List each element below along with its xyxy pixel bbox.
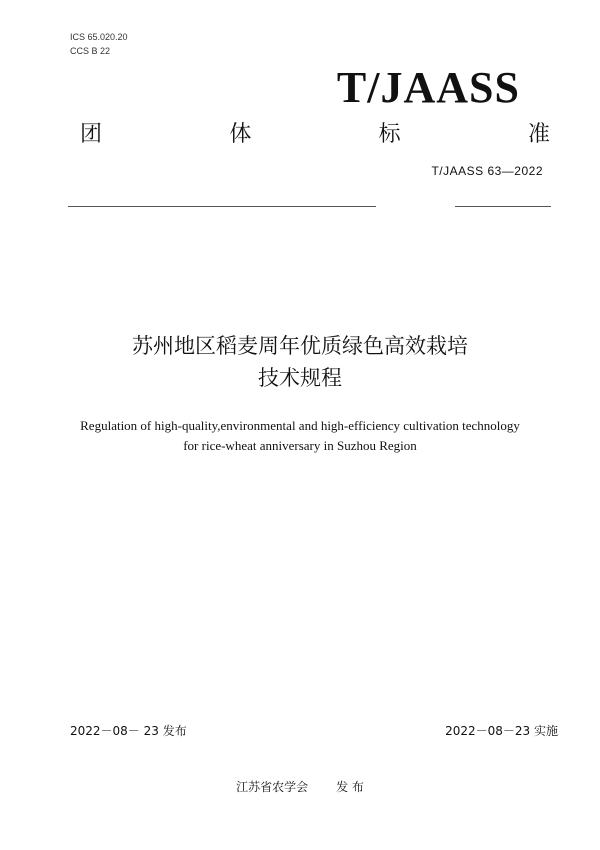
standard-type-char: 准 bbox=[527, 122, 550, 147]
header-divider-left bbox=[68, 206, 376, 207]
publish-date: 2022－08－ 23 发布 bbox=[70, 724, 187, 738]
standard-number: T/JAASS 63—2022 bbox=[431, 164, 543, 178]
publisher-action: 发 布 bbox=[336, 780, 364, 794]
title-chinese bbox=[0, 330, 600, 394]
publisher-name: 江苏省农学会 bbox=[236, 780, 309, 794]
publisher bbox=[0, 778, 600, 795]
ics-code: ICS 65.020.20 bbox=[70, 32, 128, 42]
classification-codes bbox=[70, 30, 128, 58]
ccs-code: CCS B 22 bbox=[70, 46, 111, 56]
standard-type-char: 体 bbox=[229, 122, 252, 147]
implement-date: 2022－08－23 实施 bbox=[445, 724, 558, 738]
standard-type bbox=[80, 117, 550, 148]
title-en-line: for rice-wheat anniversary in Suzhou Region bbox=[183, 438, 417, 453]
title-cn-line: 苏州地区稻麦周年优质绿色高效栽培 bbox=[132, 334, 468, 358]
standard-code-logo: T/JAASS bbox=[336, 63, 520, 112]
standard-type-char: 标 bbox=[378, 122, 401, 147]
header-divider-right bbox=[455, 206, 551, 207]
standard-type-char: 团 bbox=[80, 122, 103, 147]
title-en-line: Regulation of high-quality,environmental and high-efficiency cultivation technology bbox=[80, 418, 520, 433]
title-english bbox=[0, 416, 600, 456]
title-cn-line: 技术规程 bbox=[258, 366, 342, 390]
